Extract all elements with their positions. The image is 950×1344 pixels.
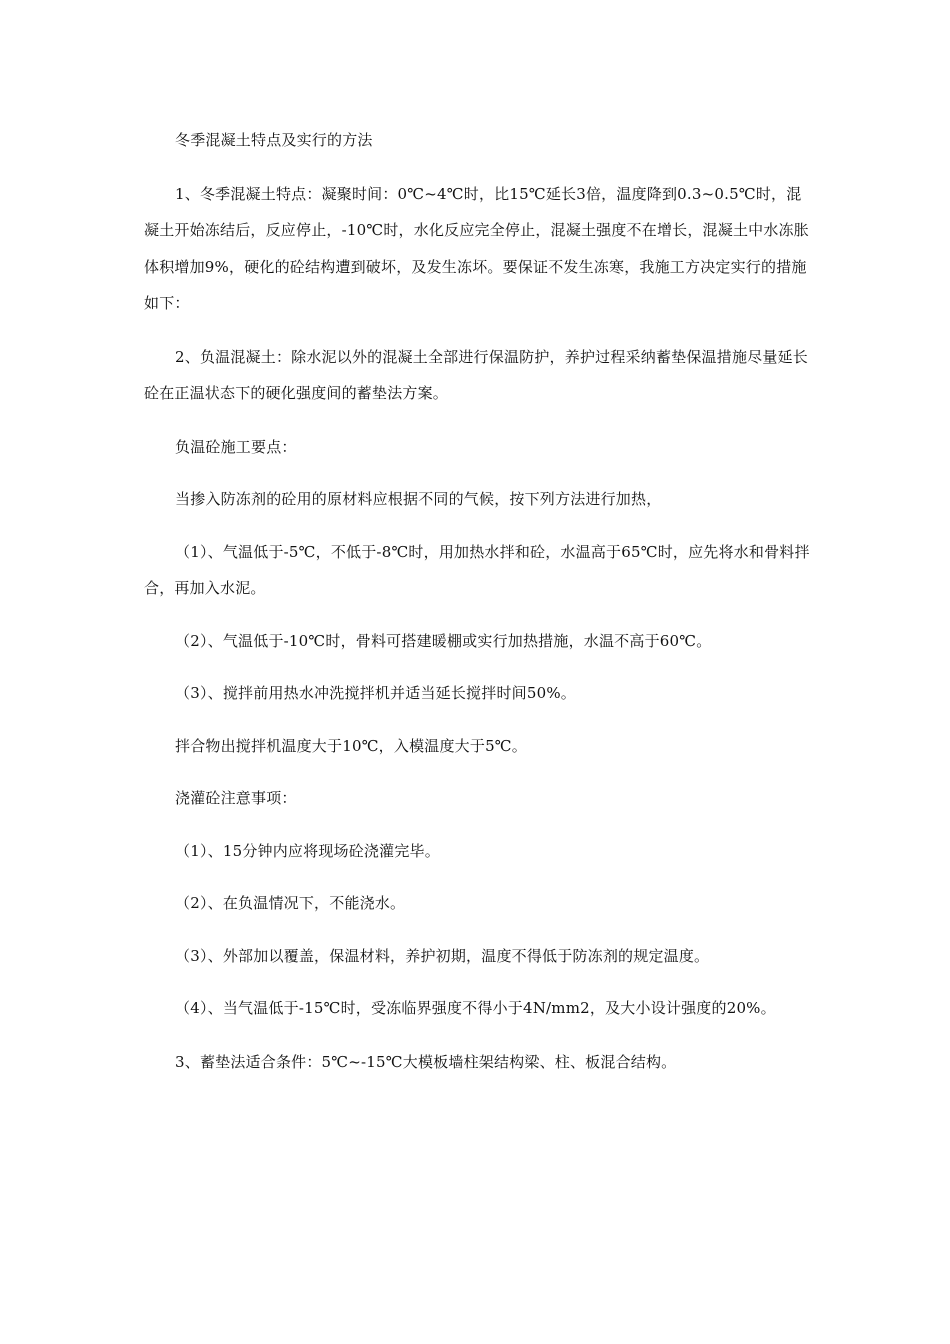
paragraph-pouring-item-4: （4）、当气温低于-15℃时，受冻临界强度不得小于4N/mm2，及大小设计强度的20%。 (175, 999, 776, 1017)
paragraph-pouring-notes-heading: 浇灌砼注意事项： (175, 789, 297, 807)
paragraph-heat-storage-conditions: 3、蓄垫法适合条件：5℃~-15℃大模板墙柱架结构梁、柱、板混合结构。 (175, 1052, 677, 1071)
paragraph-heating-item-2: （2）、气温低于-10℃时，骨料可搭建暖棚或实行加热措施，水温不高于60℃。 (175, 631, 712, 650)
paragraph-construction-points-heading: 负温砼施工要点： (175, 437, 297, 456)
document-body (144, 122, 816, 1080)
paragraph-heating-item-3: （3）、搅拌前用热水冲洗搅拌机并适当延长搅拌时间50%。 (175, 684, 576, 702)
paragraph-winter-concrete-features: 1、冬季混凝土特点：凝聚时间：0℃~4℃时，比15℃延长3倍，温度降到0.3~0.5℃时，混凝土开始冻结后，反应停止，-10℃时，水化反应完全停止，混凝土强度不在增长，混凝土中水冻胀体积增加9%，硬化的砼结构遭到破坏，及发生冻坏。要保证不发生冻寒，我施工方决定实行的措施如下： (144, 184, 809, 312)
paragraph-pouring-item-3: （3）、外部加以覆盖，保温材料，养护初期，温度不得低于防冻剂的规定温度。 (175, 946, 710, 965)
paragraph-pouring-item-2: （2）、在负温情况下，不能浇水。 (175, 894, 406, 912)
paragraph-mix-temperature: 拌合物出搅拌机温度大于10℃，入模温度大于5℃。 (175, 736, 527, 755)
paragraph-heating-item-1: （1）、气温低于-5℃，不低于-8℃时，用加热水拌和砼，水温高于65℃时，应先将水和骨料拌合，再加入水泥。 (144, 542, 810, 597)
paragraph-pouring-item-1: （1）、15分钟内应将现场砼浇灌完毕。 (175, 841, 440, 860)
paragraph-negative-temperature-concrete: 2、负温混凝土：除水泥以外的混凝土全部进行保温防护，养护过程采纳蓄垫保温措施尽量延长砼在正温状态下的硬化强度间的蓄垫法方案。 (144, 347, 808, 402)
paragraph-heating-intro: 当掺入防冻剂的砼用的原材料应根据不同的气候，按下列方法进行加热， (175, 490, 662, 508)
document-title: 冬季混凝土特点及实行的方法 (175, 131, 373, 149)
